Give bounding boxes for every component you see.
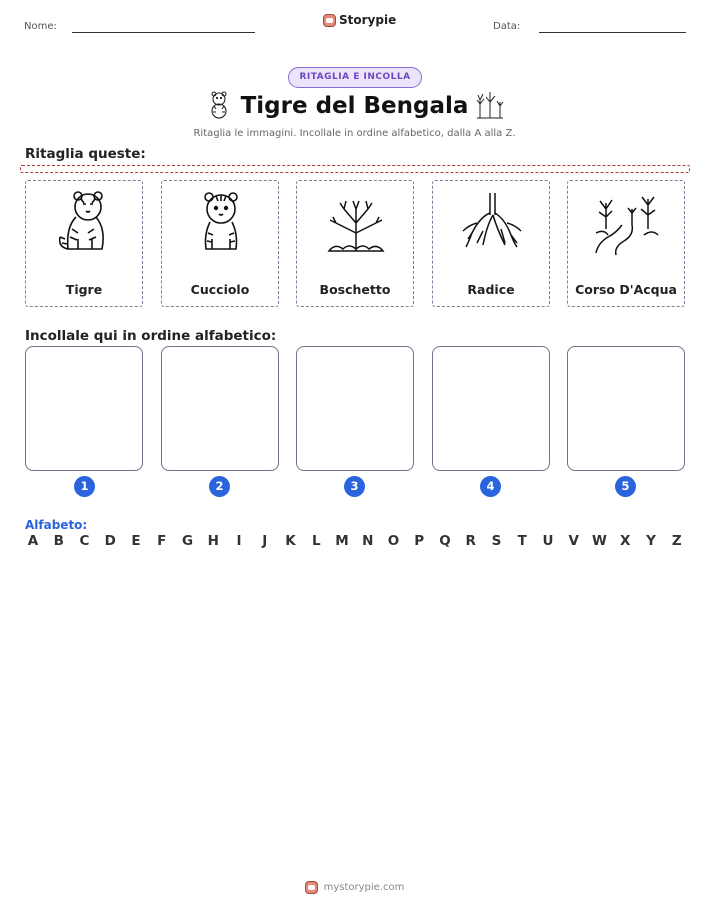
storypie-logo-icon bbox=[323, 14, 336, 27]
alphabet-letter: P bbox=[414, 533, 425, 549]
alphabet-letter: N bbox=[362, 533, 374, 549]
card-label: Corso D'Acqua bbox=[575, 282, 677, 297]
card-label: Cucciolo bbox=[190, 282, 250, 297]
alphabet-letter: V bbox=[568, 533, 579, 549]
stream-icon bbox=[592, 189, 662, 259]
alphabet-letter: O bbox=[387, 533, 400, 549]
slot-number-badge: 3 bbox=[344, 476, 365, 497]
alphabet-letter: U bbox=[542, 533, 554, 549]
thicket-icon bbox=[321, 189, 391, 259]
activity-badge: RITAGLIA E INCOLLA bbox=[288, 67, 422, 88]
alphabet-letter: W bbox=[592, 533, 607, 549]
alphabet-letter: Q bbox=[439, 533, 451, 549]
paste-slot-1[interactable] bbox=[25, 346, 143, 471]
alphabet-letter: R bbox=[465, 533, 476, 549]
alphabet-letter: K bbox=[285, 533, 296, 549]
alphabet-letter: F bbox=[157, 533, 167, 549]
slot-number-badge: 4 bbox=[480, 476, 501, 497]
slot-number-badge: 5 bbox=[615, 476, 636, 497]
alphabet-letter: G bbox=[181, 533, 194, 549]
alphabet-letter: E bbox=[131, 533, 141, 549]
footer-url: mystorypie.com bbox=[323, 882, 405, 893]
alphabet-letter: I bbox=[236, 533, 242, 549]
paste-slot-5[interactable] bbox=[567, 346, 685, 471]
date-line bbox=[539, 32, 686, 33]
paste-slot-4[interactable] bbox=[432, 346, 550, 471]
cut-heading: Ritaglia queste: bbox=[25, 146, 146, 162]
alphabet-letter: H bbox=[207, 533, 219, 549]
alphabet-letter: L bbox=[311, 533, 321, 549]
alphabet-letter: C bbox=[79, 533, 90, 549]
tiger-cub-icon bbox=[186, 189, 256, 259]
alphabet-letter: Z bbox=[671, 533, 682, 549]
card-label: Tigre bbox=[65, 282, 103, 297]
brand-name: Storypie bbox=[339, 13, 397, 27]
alphabet-letter: A bbox=[27, 533, 39, 549]
alphabet-title: Alfabeto: bbox=[25, 518, 88, 532]
alphabet-row bbox=[25, 533, 685, 549]
root-icon bbox=[457, 189, 527, 259]
cut-card-radice[interactable] bbox=[432, 180, 550, 307]
jungle-title-icon bbox=[476, 90, 504, 120]
name-label: Nome: bbox=[24, 21, 57, 32]
tiger-icon bbox=[50, 189, 120, 259]
paste-heading: Incollale qui in ordine alfabetico: bbox=[25, 328, 277, 344]
page-title: Tigre del Bengala bbox=[240, 93, 469, 119]
instructions: Ritaglia le immagini. Incollale in ordine alfabetico, dalla A alla Z. bbox=[193, 128, 516, 139]
slot-number-badge: 1 bbox=[74, 476, 95, 497]
cut-card-corso-d-acqua[interactable] bbox=[567, 180, 685, 307]
cut-card-tigre[interactable] bbox=[25, 180, 143, 307]
alphabet-letter: J bbox=[262, 533, 268, 549]
slot-number-badge: 2 bbox=[209, 476, 230, 497]
date-label: Data: bbox=[493, 21, 521, 32]
paste-slot-2[interactable] bbox=[161, 346, 279, 471]
paste-slot-3[interactable] bbox=[296, 346, 414, 471]
alphabet-letter: D bbox=[104, 533, 116, 549]
storypie-logo-icon bbox=[305, 881, 318, 894]
alphabet-letter: Y bbox=[646, 533, 656, 549]
alphabet-letter: S bbox=[491, 533, 502, 549]
alphabet-letter: X bbox=[620, 533, 631, 549]
card-label: Boschetto bbox=[319, 282, 391, 297]
alphabet-letter: B bbox=[53, 533, 64, 549]
cut-card-boschetto[interactable] bbox=[296, 180, 414, 307]
cut-line bbox=[20, 165, 690, 173]
card-label: Radice bbox=[467, 282, 515, 297]
brand-logo bbox=[323, 13, 396, 27]
footer bbox=[0, 881, 709, 894]
alphabet-letter: T bbox=[517, 533, 527, 549]
alphabet-letter: M bbox=[335, 533, 349, 549]
name-line bbox=[72, 32, 255, 33]
cut-card-cucciolo[interactable] bbox=[161, 180, 279, 307]
